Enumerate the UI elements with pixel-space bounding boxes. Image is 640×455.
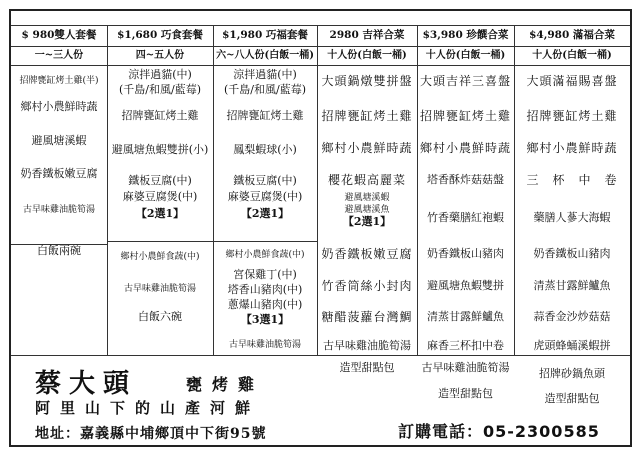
col6-item: 虎頭蜂蛹溪蝦拼 — [533, 339, 611, 353]
col6-item: 藥膳人蔘大海蝦 — [533, 210, 611, 224]
col6-title: $4,980 滿福合菜 — [529, 29, 615, 42]
col5-item: 竹香藥膳紅袍蝦 — [427, 210, 504, 224]
address: 地址：嘉義縣中埔鄉頂中下街95號 — [35, 426, 267, 442]
col4-item: 櫻花蝦高麗菜 — [327, 172, 406, 187]
col3-item: 鐵板豆腐(中) — [233, 174, 297, 188]
col4-item: 奶香鐵板嫩豆腐 — [321, 246, 413, 261]
col2-item: 古早味雞油脆筍湯 — [123, 283, 196, 294]
col3-item: 古早味雞油脆筍湯 — [228, 339, 301, 350]
col2-subtitle: 四~五人份 — [135, 49, 185, 61]
col1-item: 白飯兩碗 — [37, 243, 81, 257]
col2-item: 避風塘魚蝦雙拼(小) — [111, 142, 209, 156]
subheader-divider — [11, 65, 630, 66]
col5-item: 大頭吉祥三喜盤 — [419, 73, 511, 88]
col3-choose-note: 【3選1】 — [240, 313, 290, 327]
col3-subtitle: 六~八人份(白飯一桶) — [216, 49, 314, 61]
col4-item: 竹香筒絲小封肉 — [321, 278, 413, 293]
col2-choose-note: 【2選1】 — [135, 207, 185, 221]
col3-item: 涼拌過貓(中) — [233, 68, 297, 82]
col6-item: 造型甜點包 — [544, 392, 600, 406]
col4-item: 造型甜點包 — [339, 361, 395, 375]
col1-title: $ 980雙人套餐 — [21, 29, 97, 42]
col2-item: 涼拌過貓(中) — [128, 68, 192, 82]
col5-item: 古早味雞油脆筍湯 — [421, 361, 510, 375]
table-bottom-border — [317, 355, 630, 356]
col6-subtitle: 十人份(白飯一桶) — [532, 49, 612, 61]
col3-item: 麻婆豆腐煲(中) — [227, 190, 303, 204]
col2-item: 鄉村小農鮮食蔬(中) — [120, 251, 200, 262]
col1-item: 招牌甕缸烤土雞(半) — [19, 75, 99, 86]
col1-item: 奶香鐵板嫩豆腐 — [20, 166, 98, 180]
col5-item: 麻香三杯扣中卷 — [427, 339, 504, 353]
col4-item: 糖醋菠蘿台灣鯛 — [321, 309, 413, 324]
col2-item: 白飯六碗 — [138, 309, 182, 323]
table-bottom-border — [11, 355, 317, 356]
col5-item: 塔香酥炸菇菇盤 — [427, 172, 504, 186]
col6-item: 奶香鐵板山豬肉 — [533, 246, 611, 260]
col3-item: 鄉村小農鮮食蔬(中) — [225, 249, 305, 260]
col6-item: 三 杯 中 卷 — [526, 172, 618, 187]
col6-item: 招牌砂鍋魚頭 — [539, 367, 605, 381]
col3-item: 塔香山豬肉(中) — [227, 283, 303, 297]
col6-item: 招牌甕缸烤土雞 — [526, 108, 618, 123]
col2-item-note: (千島/和風/藍莓) — [119, 83, 201, 97]
col2-item: 招牌甕缸烤土雞 — [121, 108, 199, 122]
col4-item: 古早味雞油脆筍湯 — [323, 339, 411, 353]
brand-tagline: 甕烤雞 — [186, 375, 265, 394]
col1-item: 古早味雞油脆筍湯 — [22, 204, 95, 215]
col3-title: $1,980 巧福套餐 — [222, 29, 308, 42]
col5-subtitle: 十人份(白飯一桶) — [425, 49, 506, 61]
col5-item: 奶香鐵板山豬肉 — [427, 246, 504, 260]
col5-item: 避風塘魚蝦雙拼 — [427, 278, 504, 292]
slogan: 阿里山下的山產河鮮 — [35, 399, 261, 417]
col4-title: 2980 吉祥合菜 — [329, 29, 405, 42]
menu-sheet — [9, 9, 632, 447]
col3-item: 宮保雞丁(中) — [233, 268, 297, 282]
col4-item: 大頭鍋燉雙拼盤 — [321, 73, 413, 88]
col2-item: 鐵板豆腐(中) — [128, 174, 192, 188]
row-divider — [107, 241, 317, 242]
col3-item: 蔥爆山豬肉(中) — [227, 298, 303, 312]
col3-item: 鳳梨蝦球(小) — [233, 142, 297, 156]
col1-item: 鄉村小農鮮時蔬 — [20, 99, 98, 113]
order-phone: 訂購電話：05-2300585 — [398, 422, 600, 441]
col4-subtitle: 十人份(白飯一桶) — [327, 49, 407, 61]
col4-choose-note: 【2選1】 — [342, 215, 392, 229]
col6-item: 蒜香金沙炒菇菇 — [533, 309, 611, 323]
col4-item: 招牌甕缸烤土雞 — [321, 108, 413, 123]
col5-item: 鄉村小農鮮時蔬 — [419, 140, 511, 155]
col5-item: 造型甜點包 — [438, 387, 493, 401]
col4-item: 避風塘溪蝦 — [344, 193, 390, 204]
col3-choose-note: 【2選1】 — [240, 207, 290, 221]
col3-item-note: (千島/和風/藍莓) — [224, 83, 306, 97]
col2-title: $1,680 巧食套餐 — [117, 29, 203, 42]
col4-item: 鄉村小農鮮時蔬 — [321, 140, 413, 155]
col4-item: 避風塘溪魚 — [344, 205, 390, 216]
col2-item: 麻婆豆腐煲(中) — [122, 190, 198, 204]
col5-title: $3,980 珍饌合菜 — [422, 29, 509, 42]
col5-item: 清蒸甘露鮮鱸魚 — [427, 309, 504, 323]
brand-name: 蔡大頭 — [35, 369, 138, 399]
col6-item: 清蒸甘露鮮鱸魚 — [533, 278, 611, 292]
col1-item: 避風塘溪蝦 — [31, 133, 87, 147]
col6-item: 大頭滿福賜喜盤 — [526, 73, 618, 88]
col3-item: 招牌甕缸烤土雞 — [226, 108, 304, 122]
col1-subtitle: 一~三人份 — [34, 49, 84, 61]
col6-item: 鄉村小農鮮時蔬 — [526, 140, 618, 155]
col5-item: 招牌甕缸烤土雞 — [419, 108, 511, 123]
